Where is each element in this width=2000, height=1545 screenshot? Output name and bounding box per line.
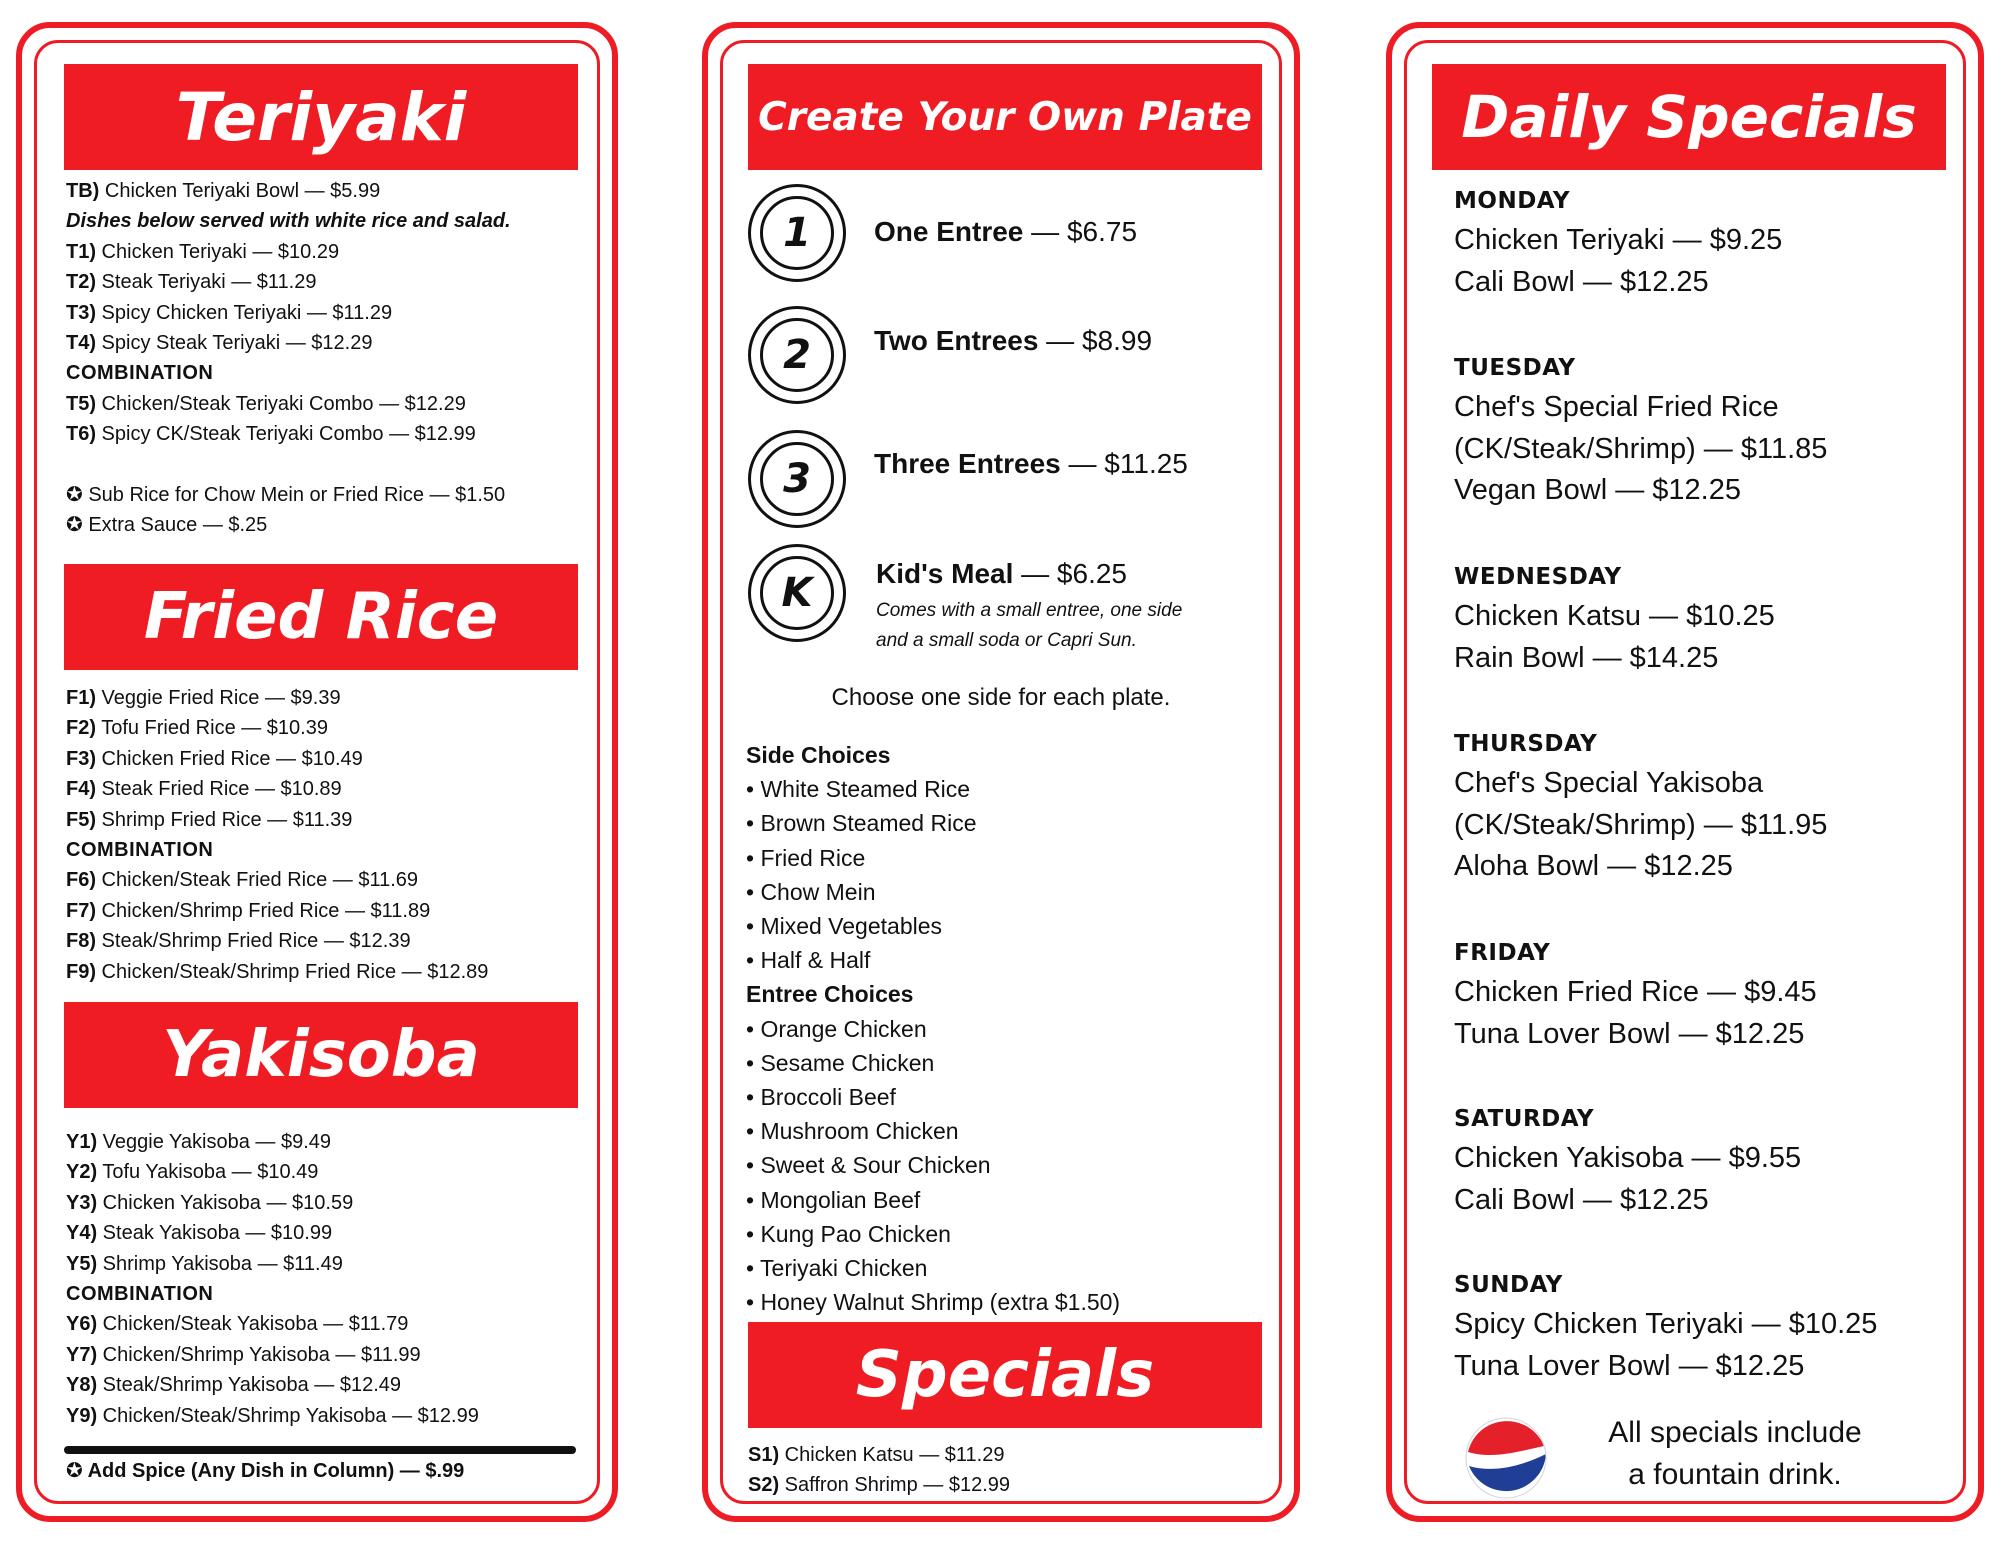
badge-three-icon: 3: [748, 430, 846, 528]
badge-kids-icon: K: [748, 544, 846, 642]
list-item: Spicy Chicken Teriyaki — $10.25: [1454, 1308, 1878, 1340]
list-item: • Brown Steamed Rice: [746, 810, 977, 837]
list-item: F9) Chicken/Steak/Shrimp Fried Rice — $12.89: [66, 960, 489, 983]
add-spice-line: ✪ Add Spice (Any Dish in Column) — $.99: [66, 1460, 465, 1482]
list-item: S1) Chicken Katsu — $11.29: [748, 1444, 1005, 1466]
list-item: • Orange Chicken: [746, 1015, 927, 1042]
list-item: Chicken Fried Rice — $9.45: [1454, 976, 1817, 1008]
list-item: Cali Bowl — $12.25: [1454, 1183, 1709, 1216]
fountain-drink-note: All specials include a fountain drink.: [1608, 1416, 1862, 1491]
list-item: Y4) Steak Yakisoba — $10.99: [66, 1222, 333, 1245]
side-choices-header: Side Choices: [746, 742, 891, 768]
list-item: • Kung Pao Chicken: [746, 1220, 951, 1247]
list-item: • White Steamed Rice: [746, 776, 971, 803]
list-item: • Fried Rice: [746, 844, 866, 871]
teriyaki-banner: [64, 64, 578, 170]
yakisoba-title: Yakisoba: [162, 1018, 480, 1092]
day-name: THURSDAY: [1454, 731, 1598, 757]
fried-rice-banner: [64, 564, 578, 670]
teriyaki-note: Dishes below served with white rice and salad.: [66, 210, 511, 233]
list-item: Rain Bowl — $14.25: [1454, 641, 1719, 674]
list-item: Aloha Bowl — $12.25: [1454, 850, 1733, 882]
yakisoba-banner: [64, 1002, 578, 1108]
list-item: F7) Chicken/Shrimp Fried Rice — $11.89: [66, 899, 431, 922]
list-item: Y3) Chicken Yakisoba — $10.59: [66, 1191, 354, 1214]
center-menu-panel: [702, 22, 1300, 1522]
list-item: Chef's Special Yakisoba: [1454, 767, 1764, 799]
combination-header: COMBINATION: [66, 838, 214, 861]
daily-specials-title: Daily Specials: [1461, 83, 1917, 151]
specials-banner: [748, 1322, 1262, 1428]
list-item: • Broccoli Beef: [746, 1084, 896, 1111]
list-item: (CK/Steak/Shrimp) — $11.85: [1454, 432, 1828, 465]
left-menu-panel: [16, 22, 618, 1522]
list-item: F5) Shrimp Fried Rice — $11.39: [66, 808, 353, 831]
list-item: Tuna Lover Bowl — $12.25: [1454, 1017, 1805, 1050]
list-item: • Mushroom Chicken: [746, 1118, 959, 1145]
day-name: TUESDAY: [1454, 355, 1576, 381]
plate-option-kids: Kid's Meal — $6.25: [876, 558, 1128, 589]
list-item: F8) Steak/Shrimp Fried Rice — $12.39: [66, 930, 411, 953]
list-item: T3) Spicy Chicken Teriyaki — $11.29: [66, 301, 393, 324]
list-item: Y9) Chicken/Steak/Shrimp Yakisoba — $12.99: [66, 1404, 479, 1427]
list-item: T5) Chicken/Steak Teriyaki Combo — $12.29: [66, 392, 466, 415]
day-name: FRIDAY: [1454, 940, 1551, 966]
spacer: [66, 450, 511, 480]
right-menu-panel: [1386, 22, 1984, 1522]
list-item: Chicken Teriyaki — $9.25: [1454, 224, 1783, 256]
list-item: • Honey Walnut Shrimp (extra $1.50): [746, 1289, 1121, 1316]
day-saturday: [1454, 1106, 1801, 1221]
create-plate-title: Create Your Own Plate: [758, 94, 1252, 140]
pepsi-logo-icon: [1464, 1416, 1548, 1500]
teriyaki-list: [66, 176, 511, 541]
list-item: • Sweet & Sour Chicken: [746, 1152, 991, 1179]
section-divider: [64, 1446, 576, 1454]
fried-rice-title: Fried Rice: [143, 580, 499, 654]
list-item: Cali Bowl — $12.25: [1454, 265, 1709, 298]
fried-rice-list: [66, 683, 488, 987]
specials-title: Specials: [855, 1338, 1155, 1412]
day-thursday: [1454, 731, 1827, 888]
plate-option-three: Three Entrees — $11.25: [874, 448, 1188, 479]
list-item: (CK/Steak/Shrimp) — $11.95: [1454, 808, 1828, 841]
yakisoba-list: [66, 1127, 479, 1431]
list-item: Chicken Yakisoba — $9.55: [1454, 1142, 1802, 1174]
day-sunday: [1454, 1272, 1877, 1387]
daily-specials-banner: [1432, 64, 1946, 170]
combination-header: COMBINATION: [66, 362, 214, 385]
badge-one-icon: 1: [748, 184, 846, 282]
day-monday: [1454, 188, 1782, 303]
list-item: TB) Chicken Teriyaki Bowl — $5.99: [66, 180, 381, 202]
list-item: Vegan Bowl — $12.25: [1454, 474, 1741, 506]
list-item: F4) Steak Fried Rice — $10.89: [66, 778, 342, 801]
list-item: T4) Spicy Steak Teriyaki — $12.29: [66, 331, 373, 354]
list-item: Y5) Shrimp Yakisoba — $11.49: [66, 1252, 343, 1275]
day-name: MONDAY: [1454, 188, 1571, 214]
badge-two-icon: 2: [748, 306, 846, 404]
list-item: • Teriyaki Chicken: [746, 1255, 928, 1282]
teriyaki-title: Teriyaki: [175, 78, 467, 156]
kids-meal-note: Comes with a small entree, one side and a small soda or Capri Sun.: [876, 600, 1183, 651]
list-item: F6) Chicken/Steak Fried Rice — $11.69: [66, 869, 419, 892]
list-item: Y8) Steak/Shrimp Yakisoba — $12.49: [66, 1374, 402, 1397]
list-item: • Sesame Chicken: [746, 1049, 935, 1076]
create-plate-banner: [748, 64, 1262, 170]
combination-header: COMBINATION: [66, 1282, 214, 1305]
day-name: SUNDAY: [1454, 1272, 1563, 1298]
list-item: Y7) Chicken/Shrimp Yakisoba — $11.99: [66, 1343, 421, 1366]
entree-choices-header: Entree Choices: [746, 981, 914, 1008]
choose-side-note: Choose one side for each plate.: [831, 684, 1171, 711]
day-friday: [1454, 940, 1817, 1055]
list-item: T6) Spicy CK/Steak Teriyaki Combo — $12.99: [66, 423, 476, 446]
day-name: SATURDAY: [1454, 1106, 1595, 1132]
list-item: S2) Saffron Shrimp — $12.99: [748, 1474, 1010, 1497]
list-item: F1) Veggie Fried Rice — $9.39: [66, 687, 341, 709]
plate-option-one: One Entree — $6.75: [874, 216, 1138, 247]
list-item: Y2) Tofu Yakisoba — $10.49: [66, 1161, 319, 1184]
list-item: • Chow Mein: [746, 878, 876, 905]
day-name: WEDNESDAY: [1454, 564, 1622, 590]
list-item: F3) Chicken Fried Rice — $10.49: [66, 747, 363, 770]
list-item: Tuna Lover Bowl — $12.25: [1454, 1349, 1805, 1382]
list-item: Y1) Veggie Yakisoba — $9.49: [66, 1131, 332, 1153]
list-item: T1) Chicken Teriyaki — $10.29: [66, 240, 340, 263]
list-item: F2) Tofu Fried Rice — $10.39: [66, 717, 328, 740]
extra-sauce-addon: ✪ Extra Sauce — $.25: [66, 514, 268, 537]
plate-option-two: Two Entrees — $8.99: [874, 325, 1153, 356]
sub-rice-addon: ✪ Sub Rice for Chow Mein or Fried Rice — $1.50: [66, 483, 506, 506]
day-tuesday: [1454, 355, 1827, 512]
list-item: • Mixed Vegetables: [746, 913, 943, 940]
day-wednesday: [1454, 564, 1775, 679]
list-item: Chef's Special Fried Rice: [1454, 391, 1779, 423]
list-item: • Mongolian Beef: [746, 1186, 921, 1213]
list-item: Y6) Chicken/Steak Yakisoba — $11.79: [66, 1313, 409, 1336]
list-item: • Half & Half: [746, 947, 871, 974]
list-item: Chicken Katsu — $10.25: [1454, 600, 1775, 632]
specials-list: [748, 1440, 1010, 1501]
list-item: T2) Steak Teriyaki — $11.29: [66, 271, 317, 294]
plate-choices-list: [746, 738, 1120, 1319]
